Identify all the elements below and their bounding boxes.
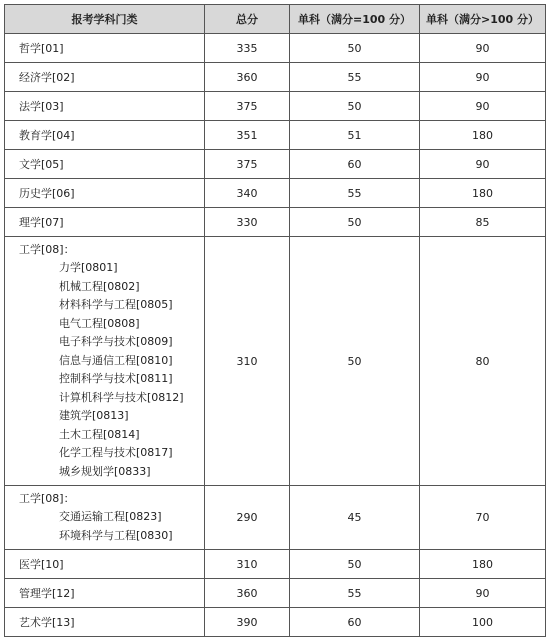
single-over-100-cell: 180 (420, 121, 546, 150)
single-over-100-cell: 90 (420, 150, 546, 179)
single-over-100-cell: 90 (420, 92, 546, 121)
table-row (5, 608, 546, 637)
single-100-cell: 50 (290, 237, 420, 486)
total-cell: 375 (205, 150, 290, 179)
discipline-item: 化学工程与技术[0817] (59, 446, 173, 459)
single-100-cell: 50 (290, 92, 420, 121)
header-single-over-100: 单科（满分>100 分） (420, 5, 546, 34)
subject-cell: 经济学[02] (5, 63, 205, 92)
discipline-item: 信息与通信工程[0810] (59, 353, 173, 367)
single-100-cell: 60 (290, 608, 420, 637)
single-over-100-cell: 180 (420, 179, 546, 208)
subject-cell: 历史学[06] (5, 179, 205, 208)
total-cell: 310 (205, 237, 290, 486)
discipline-item: 电子科学与技术[0809] (59, 335, 173, 348)
single-over-100-cell: 90 (420, 34, 546, 63)
single-over-100-cell: 70 (420, 486, 546, 550)
single-100-cell: 45 (290, 486, 420, 550)
subject-cell: 管理学[12] (5, 579, 205, 608)
single-100-cell: 50 (290, 208, 420, 237)
header-total: 总分 (205, 5, 290, 34)
subject-cell: 理学[07] (5, 208, 205, 237)
total-cell: 290 (205, 486, 290, 550)
total-cell: 330 (205, 208, 290, 237)
table-row (5, 179, 546, 208)
table-row (5, 550, 546, 579)
total-cell: 390 (205, 608, 290, 637)
total-cell: 360 (205, 579, 290, 608)
single-100-cell: 50 (290, 550, 420, 579)
single-100-cell: 60 (290, 150, 420, 179)
total-cell: 310 (205, 550, 290, 579)
single-over-100-cell: 180 (420, 550, 546, 579)
group-title: 工学[08]： (19, 243, 75, 256)
single-100-cell: 50 (290, 34, 420, 63)
single-over-100-cell: 90 (420, 63, 546, 92)
discipline-item: 控制科学与技术[0811] (59, 372, 173, 385)
subject-cell: 法学[03] (5, 92, 205, 121)
total-cell: 351 (205, 121, 290, 150)
discipline-item: 土木工程[0814] (59, 427, 140, 441)
subject-cell: 哲学[01] (5, 34, 205, 63)
table-row (5, 150, 546, 179)
score-table (4, 4, 546, 637)
total-cell: 375 (205, 92, 290, 121)
engineering-group-cell (5, 237, 205, 486)
table-row (5, 579, 546, 608)
discipline-item: 环境科学与工程[0830] (59, 528, 173, 542)
discipline-item: 材料科学与工程[0805] (59, 298, 173, 311)
discipline-item: 电气工程[0808] (59, 316, 140, 330)
discipline-item: 机械工程[0802] (59, 279, 140, 293)
subject-cell: 医学[10] (5, 550, 205, 579)
discipline-item: 交通运输工程[0823] (59, 510, 162, 523)
table-row-engineering-group-2 (5, 486, 546, 550)
table-row (5, 92, 546, 121)
header-row (5, 5, 546, 34)
total-cell: 335 (205, 34, 290, 63)
discipline-item: 计算机科学与技术[0812] (59, 390, 184, 404)
header-single-100: 单科（满分=100 分） (290, 5, 420, 34)
header-subject: 报考学科门类 (5, 5, 205, 34)
subject-cell: 教育学[04] (5, 121, 205, 150)
single-100-cell: 51 (290, 121, 420, 150)
subject-cell: 艺术学[13] (5, 608, 205, 637)
table-row (5, 34, 546, 63)
single-over-100-cell: 80 (420, 237, 546, 486)
single-over-100-cell: 85 (420, 208, 546, 237)
table-row (5, 208, 546, 237)
single-over-100-cell: 90 (420, 579, 546, 608)
engineering-group-cell (5, 486, 205, 550)
table-row (5, 63, 546, 92)
single-100-cell: 55 (290, 579, 420, 608)
group-title: 工学[08]： (19, 492, 75, 505)
single-over-100-cell: 100 (420, 608, 546, 637)
total-cell: 340 (205, 179, 290, 208)
table-row (5, 121, 546, 150)
discipline-item: 建筑学[0813] (59, 409, 129, 422)
discipline-item: 城乡规划学[0833] (59, 464, 151, 478)
single-100-cell: 55 (290, 179, 420, 208)
single-100-cell: 55 (290, 63, 420, 92)
subject-cell: 文学[05] (5, 150, 205, 179)
discipline-item: 力学[0801] (59, 261, 118, 274)
table-row-engineering-group-1 (5, 237, 546, 486)
total-cell: 360 (205, 63, 290, 92)
